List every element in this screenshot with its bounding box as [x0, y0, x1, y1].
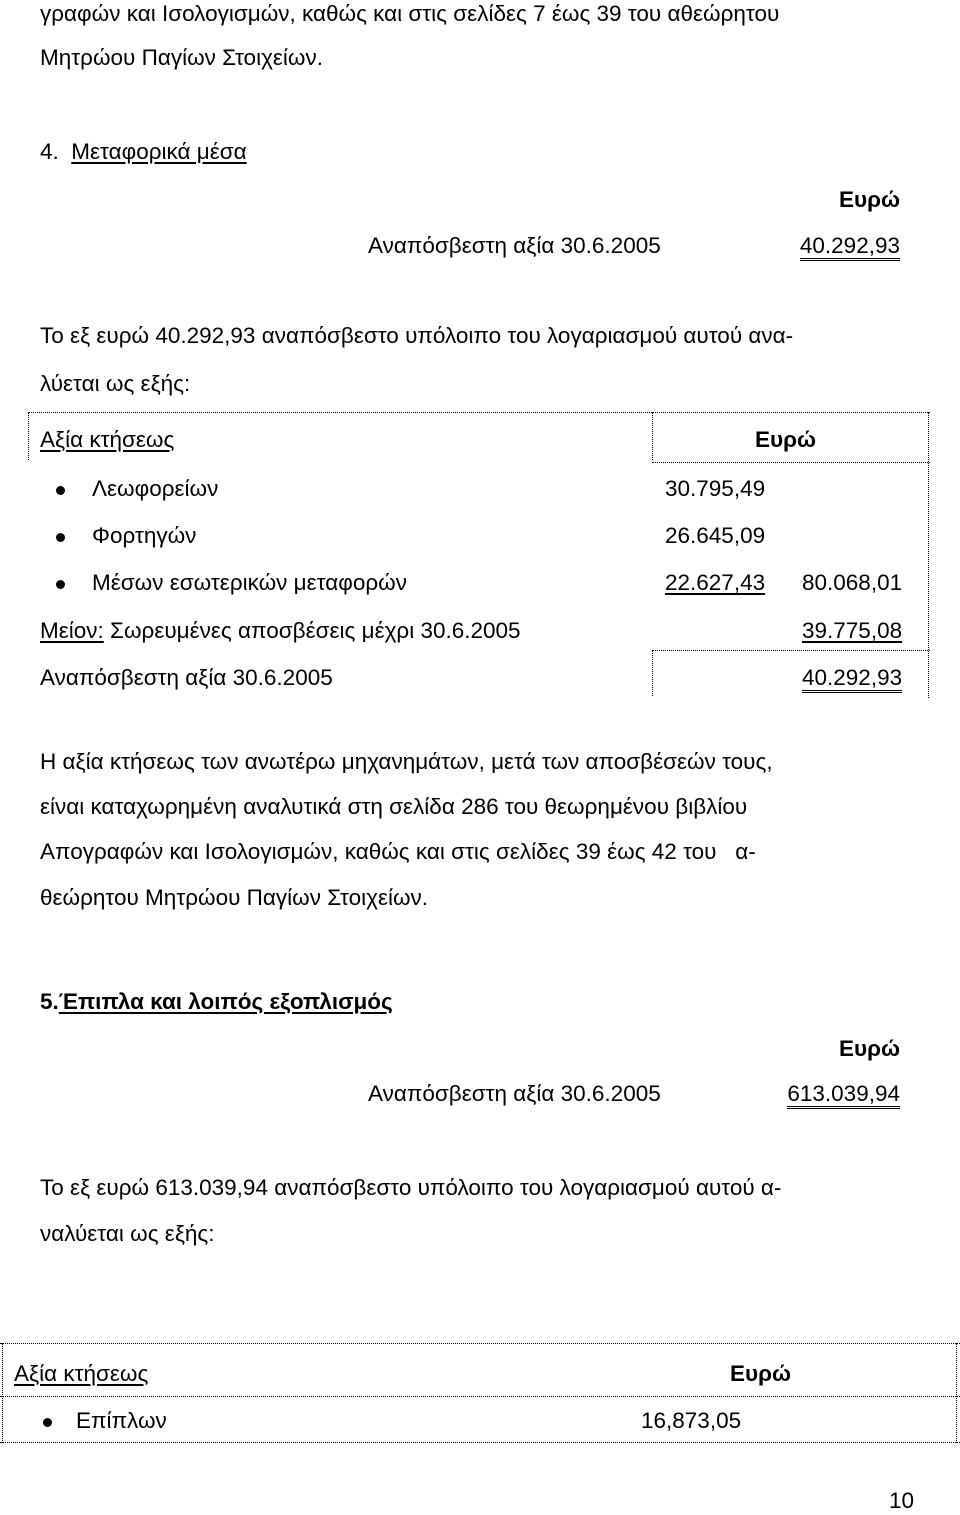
section-5-title: Έπιπλα και λοιπός εξοπλισμός [58, 989, 393, 1014]
s4-para-line: Απογραφών και Ισολογισμών, καθώς και στις σελίδες 39 έως 42 του α- [40, 839, 756, 864]
s4-para-line: είναι καταχωρημένη αναλυτικά στη σελίδα 286 του θεωρημένου βιβλίου [40, 794, 748, 819]
s4-total-value: 80.068,01 [802, 570, 903, 595]
s4-residual-label: Αναπόσβεστη αξία 30.6.2005 [40, 665, 333, 690]
bullet-icon [56, 486, 65, 495]
section-4-residual-label: Αναπόσβεστη αξία 30.6.2005 [368, 233, 661, 258]
s4-item-value: 26.645,09 [665, 523, 766, 548]
s4-para-line: Η αξία κτήσεως των ανωτέρω μηχανημάτων, μετά των αποσβέσεών τους, [40, 749, 773, 774]
section-4-heading [40, 138, 247, 166]
section-5-residual-label: Αναπόσβεστη αξία 30.6.2005 [368, 1081, 661, 1106]
s5-table-header-currency: Ευρώ [730, 1361, 792, 1386]
table-border-left [2, 1343, 3, 1443]
table-border-left [28, 412, 29, 460]
table-rule-bottom [652, 650, 930, 651]
section-4-text-line-1: Το εξ ευρώ 40.292,93 αναπόσβεστο υπόλοιπο του λογαριασμού αυτού ανα- [40, 323, 794, 348]
s5-item-value: 16,873,05 [641, 1408, 742, 1433]
section-4-title: Μεταφορικά μέσα [71, 139, 247, 164]
table-rule-header [652, 462, 930, 463]
s4-item-label: Φορτηγών [92, 523, 197, 548]
s4-item-value: 22.627,43 [665, 570, 766, 595]
table-rule-header [0, 1396, 960, 1397]
s4-table-header-label: Αξία κτήσεως [40, 427, 175, 452]
s4-less-prefix: Μείον: [40, 618, 104, 643]
section-5-residual-value: 613.039,94 [787, 1081, 900, 1109]
section-4-number: 4. [40, 139, 59, 164]
table-divider-header [652, 412, 653, 460]
s4-table-header-currency: Ευρώ [755, 427, 817, 452]
s4-item-label: Λεωφορείων [92, 476, 219, 501]
s4-item-label: Μέσων εσωτερικών μεταφορών [92, 570, 407, 595]
section-4-residual-value: 40.292,93 [800, 233, 900, 261]
s4-less-value: 39.775,08 [802, 618, 903, 643]
table-border-right [928, 412, 929, 698]
section-4-currency: Ευρώ [838, 187, 900, 212]
s5-item-label: Επίπλων [76, 1408, 167, 1433]
table-rule-bottom [0, 1442, 960, 1443]
section-5-text-line-1: Το εξ ευρώ 613.039,94 αναπόσβεστο υπόλοιπο του λογαριασμού αυτού α- [40, 1175, 782, 1200]
section-5-text-line-2: ναλύεται ως εξής: [40, 1221, 215, 1246]
section-4-text-line-2: λύεται ως εξής: [40, 371, 191, 396]
s4-residual-value: 40.292,93 [802, 665, 902, 693]
intro-line-1: γραφών και Ισολογισμών, καθώς και στις σελίδες 7 έως 39 του αθεώρητου [40, 1, 780, 26]
section-5-number: 5. [40, 989, 59, 1014]
table-divider-last [652, 650, 653, 696]
section-5-heading [40, 988, 393, 1016]
s5-table-header-label: Αξία κτήσεως [14, 1361, 149, 1386]
s4-less-row [40, 617, 521, 645]
s4-item-value: 30.795,49 [665, 476, 766, 501]
bullet-icon [43, 1418, 52, 1427]
section-5-currency: Ευρώ [838, 1036, 900, 1061]
intro-line-2: Μητρώου Παγίων Στοιχείων. [40, 45, 323, 70]
table-border-top [0, 1343, 960, 1344]
s4-para-line: θεώρητου Μητρώου Παγίων Στοιχείων. [40, 885, 429, 910]
table-border-top [28, 412, 930, 413]
page-number: 10 [888, 1488, 914, 1513]
bullet-icon [56, 580, 65, 589]
table-border-right [956, 1343, 957, 1443]
bullet-icon [56, 533, 65, 542]
s4-less-label: Σωρευμένες αποσβέσεις μέχρι 30.6.2005 [103, 618, 521, 643]
